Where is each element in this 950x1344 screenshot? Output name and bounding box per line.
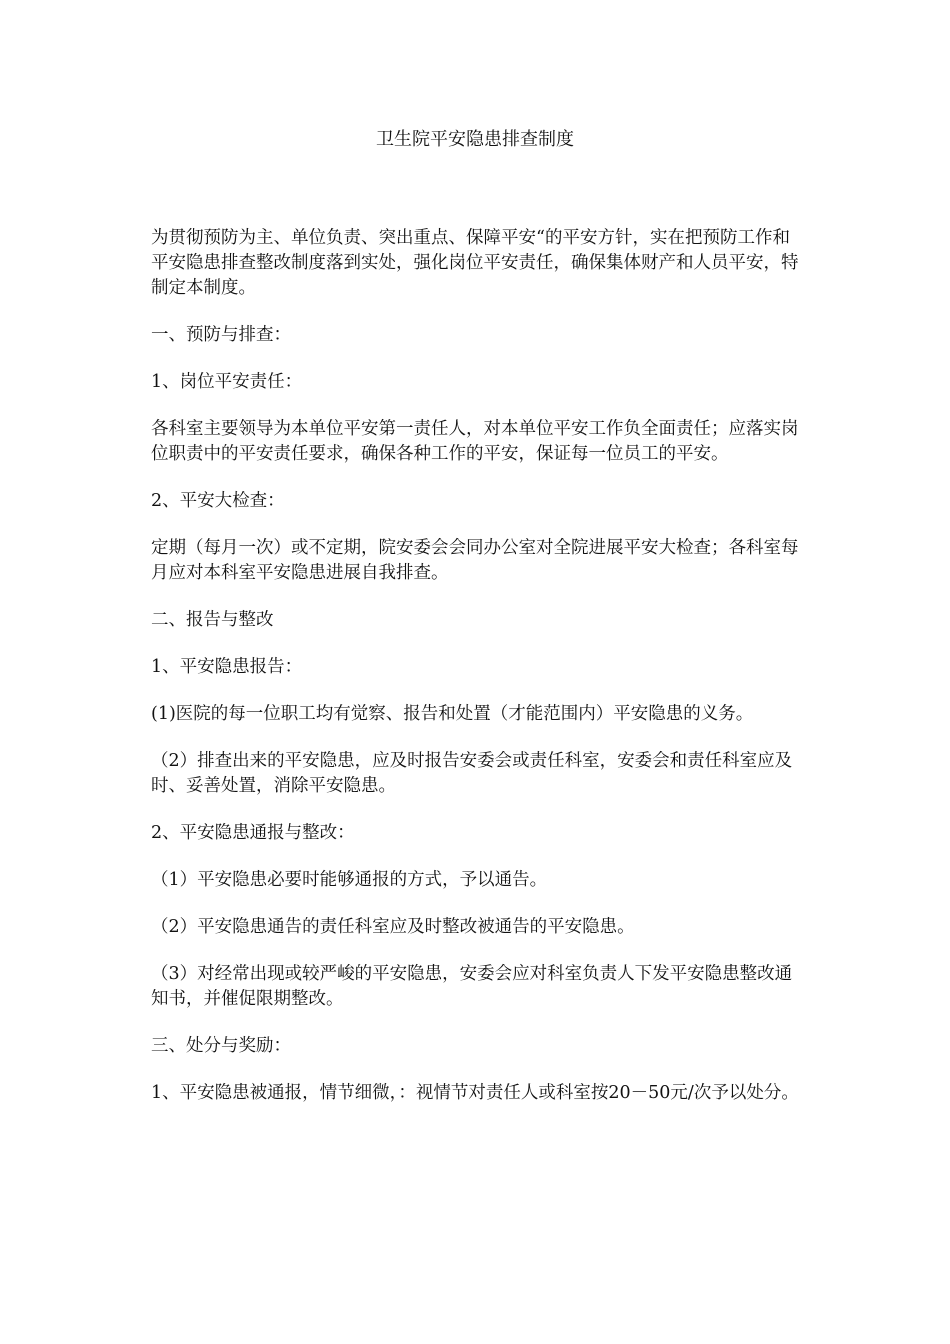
paragraph-3-1: 1、平安隐患被通报，情节细微，：视情节对责任人或科室按20－50元/次予以处分。 (151, 1083, 799, 1103)
section-heading-1: 一、预防与排查： (151, 325, 291, 345)
list-item-2-2-3: （3）对经常出现或较严峻的平安隐患，安委会应对科室负责人下发平安隐患整改通知书，并催促限期整改。 (151, 964, 793, 1009)
subsection-heading-2-1: 1、平安隐患报告： (151, 657, 303, 677)
paragraph-1-2: 定期（每月一次）或不定期，院安委会会同办公室对全院进展平安大检查；各科室每月应对本科室平安隐患进展自我排查。 (151, 538, 799, 583)
list-item-2-2-1: （1）平安隐患必要时能够通报的方式，予以通告。 (151, 870, 548, 890)
list-item-2-1-1: (1)医院的每一位职工均有觉察、报告和处置（才能范围内）平安隐患的义务。 (151, 704, 754, 724)
intro-paragraph: 为贯彻预防为主、单位负责、突出重点、保障平安“的平安方针，实在把预防工作和平安隐患排查整改制度落到实处，强化岗位平安责任，确保集体财产和人员平安，特制定本制度。 (151, 228, 799, 298)
document-body (151, 226, 801, 1128)
document-title: 卫生院平安隐患排查制度 (376, 129, 574, 150)
subsection-heading-1-2: 2、平安大检查： (151, 491, 285, 511)
paragraph-1-1: 各科室主要领导为本单位平安第一责任人，对本单位平安工作负全面责任；应落实岗位职责中的平安责任要求，确保各种工作的平安，保证每一位员工的平安。 (151, 419, 799, 464)
section-heading-2: 二、报告与整改 (151, 610, 274, 630)
subsection-heading-2-2: 2、平安隐患通报与整改： (151, 823, 355, 843)
subsection-heading-1-1: 1、岗位平安责任： (151, 372, 303, 392)
list-item-2-1-2: （2）排查出来的平安隐患，应及时报告安委会或责任科室，安委会和责任科室应及时、妥善处置，消除平安隐患。 (151, 751, 793, 796)
list-item-2-2-2: （2）平安隐患通告的责任科室应及时整改被通告的平安隐患。 (151, 917, 635, 937)
section-heading-3: 三、处分与奖励： (151, 1036, 291, 1056)
